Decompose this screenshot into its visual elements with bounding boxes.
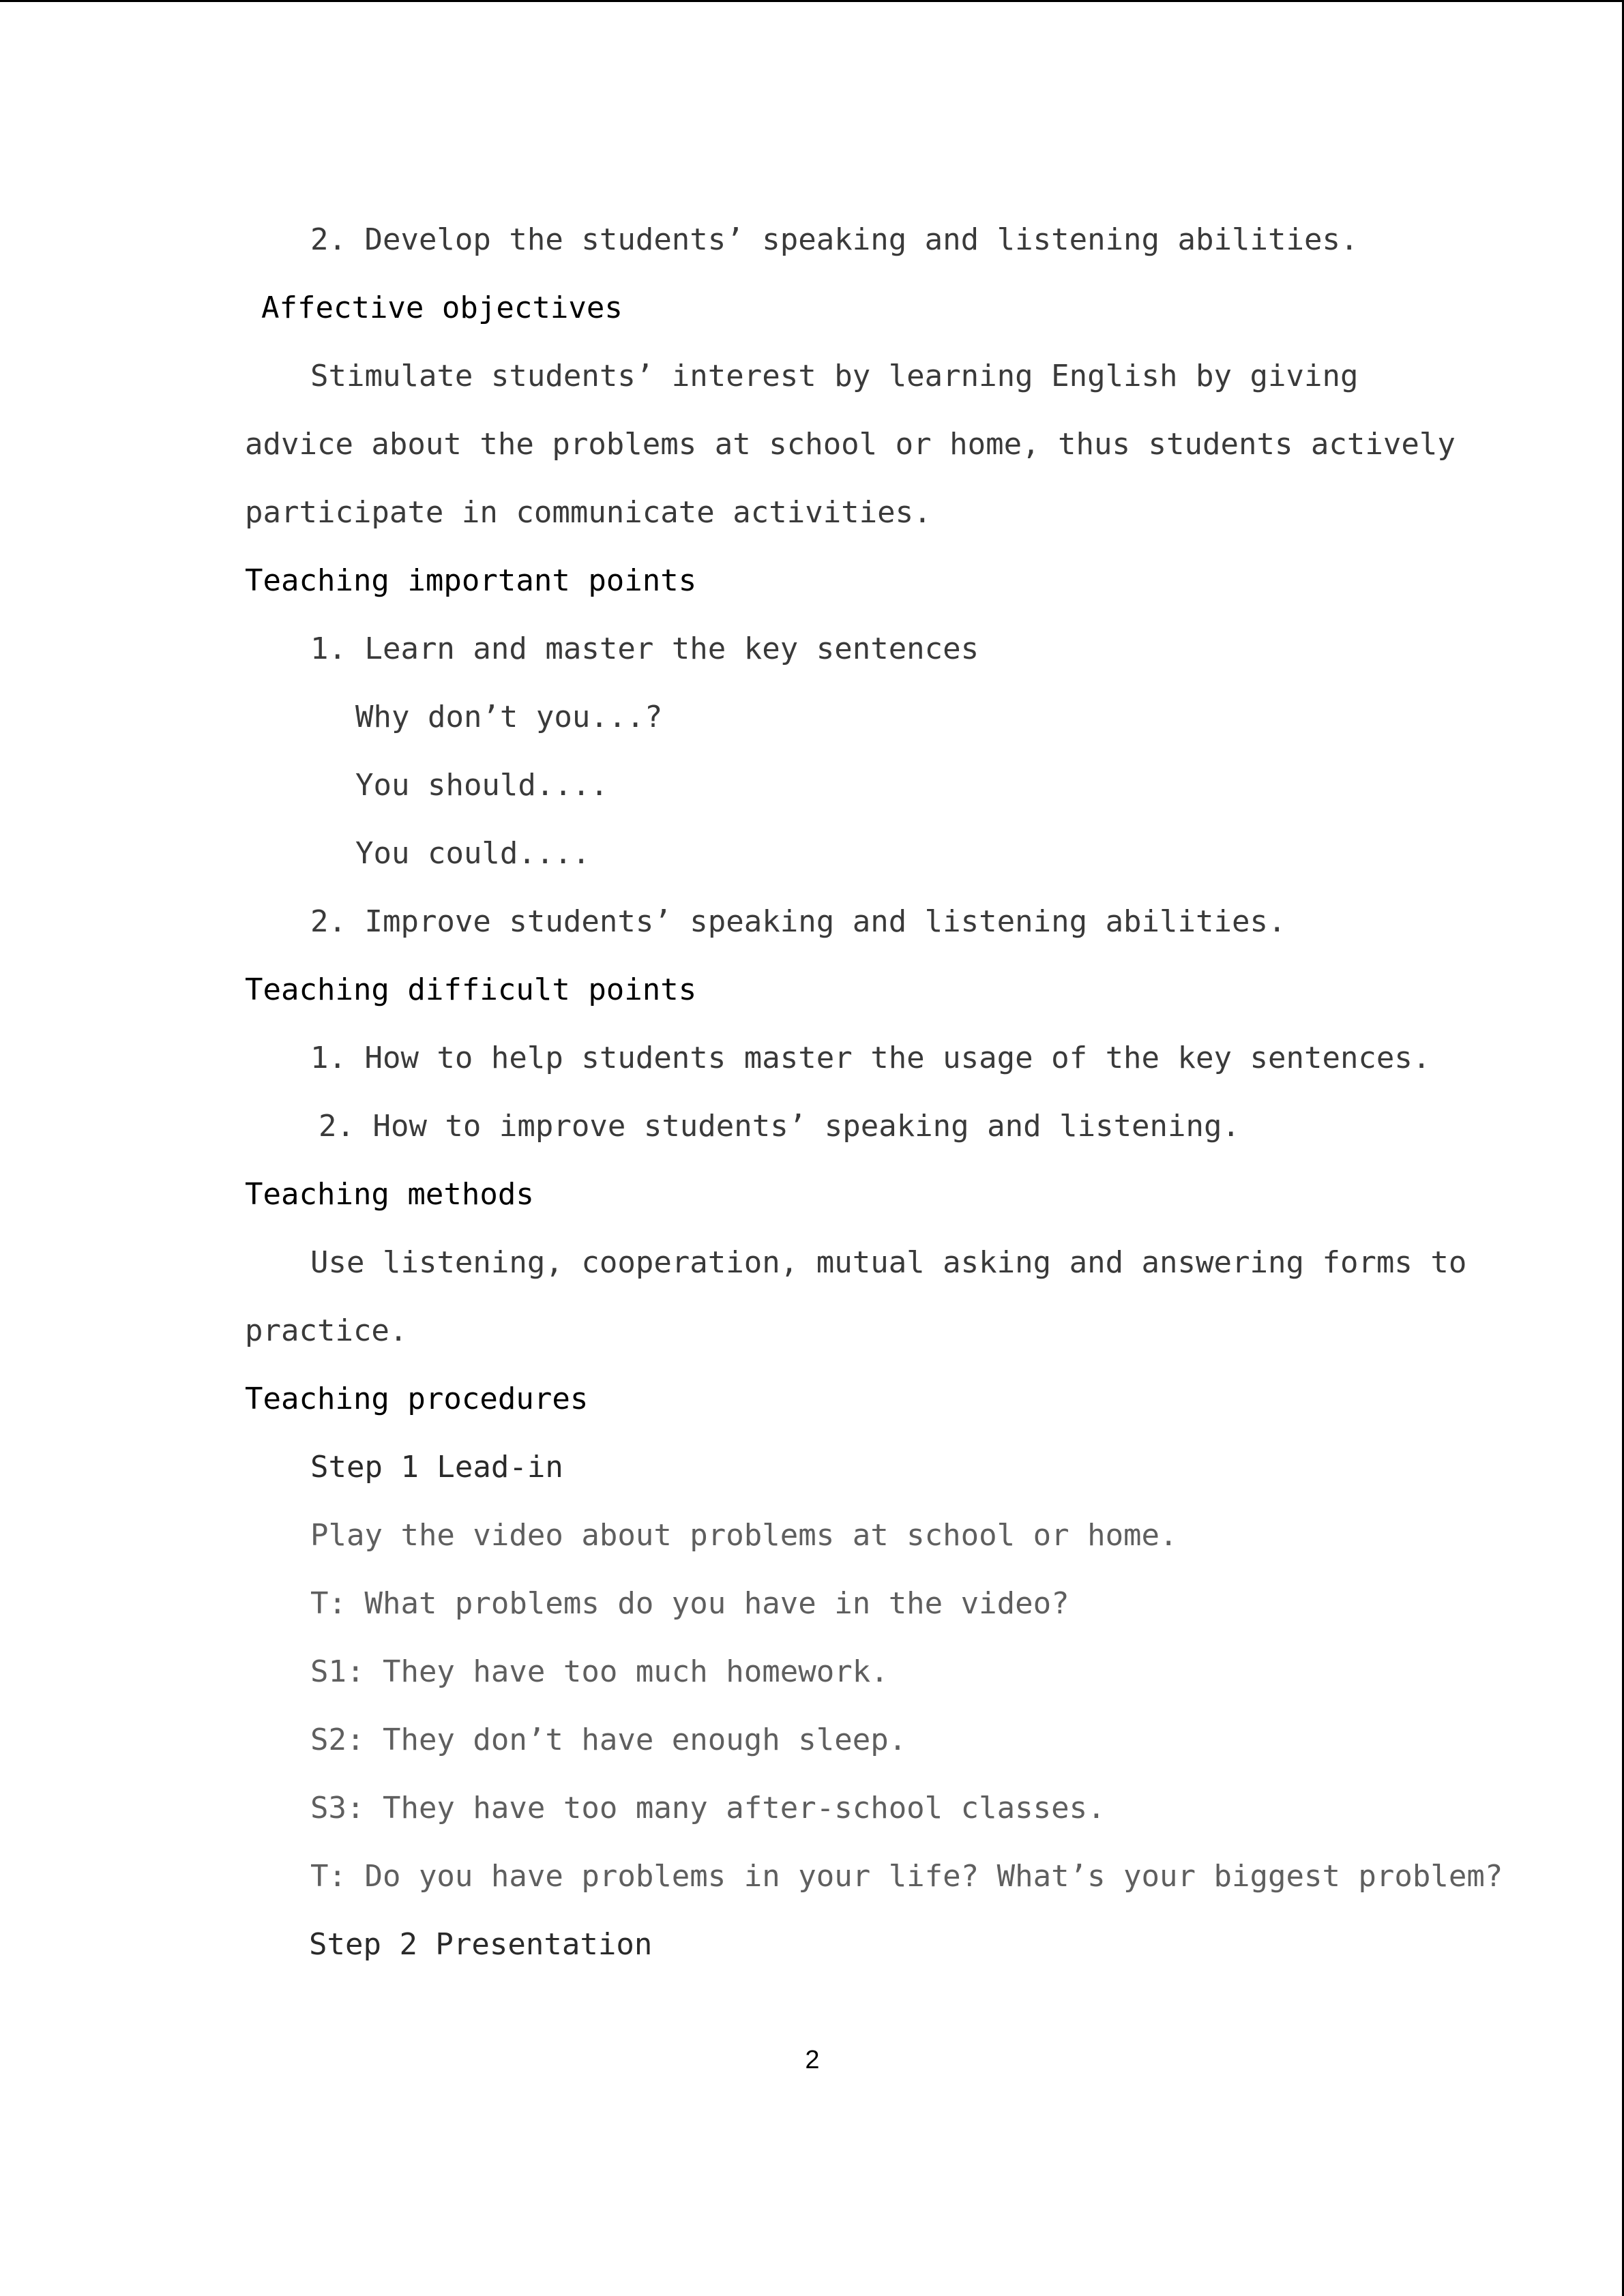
step-1-title: Step 1 Lead-in [310,1450,563,1485]
page-number: 2 [805,2046,820,2074]
heading-teaching-important-points: Teaching important points [245,563,697,598]
heading-teaching-difficult-points: Teaching difficult points [245,972,697,1007]
difficult-point-2: 2. How to improve students’ speaking and listening. [319,1109,1241,1144]
methods-text-line-1: Use listening, cooperation, mutual asking and answering forms to [310,1245,1467,1280]
cognitive-objective-2: 2. Develop the students’ speaking and listening abilities. [310,222,1359,257]
affective-text-line-2: advice about the problems at school or home, thus students actively [245,427,1456,462]
difficult-point-1: 1. How to help students master the usage of the key sentences. [310,1041,1431,1075]
affective-text-line-1: Stimulate students’ interest by learning English by giving [310,359,1359,393]
step-1-line-1: Play the video about problems at school or home. [310,1518,1178,1553]
methods-text-line-2: practice. [245,1313,408,1348]
important-point-2: 2. Improve students’ speaking and listening abilities. [310,904,1286,939]
heading-affective-objectives: Affective objectives [261,290,623,325]
key-sentence-3: You could.... [355,836,591,871]
key-sentence-2: You should.... [355,768,608,803]
page-top-border [0,0,1624,2]
step-1-line-3: S1: They have too much homework. [310,1654,889,1689]
heading-teaching-procedures: Teaching procedures [245,1382,589,1416]
step-1-line-5: S3: They have too many after-school classes. [310,1791,1106,1825]
step-1-line-4: S2: They don’t have enough sleep. [310,1723,907,1757]
step-1-line-6: T: Do you have problems in your life? What’s your biggest problem? [310,1859,1503,1894]
step-2-title: Step 2 Presentation [309,1927,653,1962]
key-sentence-1: Why don’t you...? [355,700,663,734]
step-1-line-2: T: What problems do you have in the video? [310,1586,1069,1621]
affective-text-line-3: participate in communicate activities. [245,495,932,530]
important-point-1: 1. Learn and master the key sentences [310,631,979,666]
heading-teaching-methods: Teaching methods [245,1177,534,1212]
